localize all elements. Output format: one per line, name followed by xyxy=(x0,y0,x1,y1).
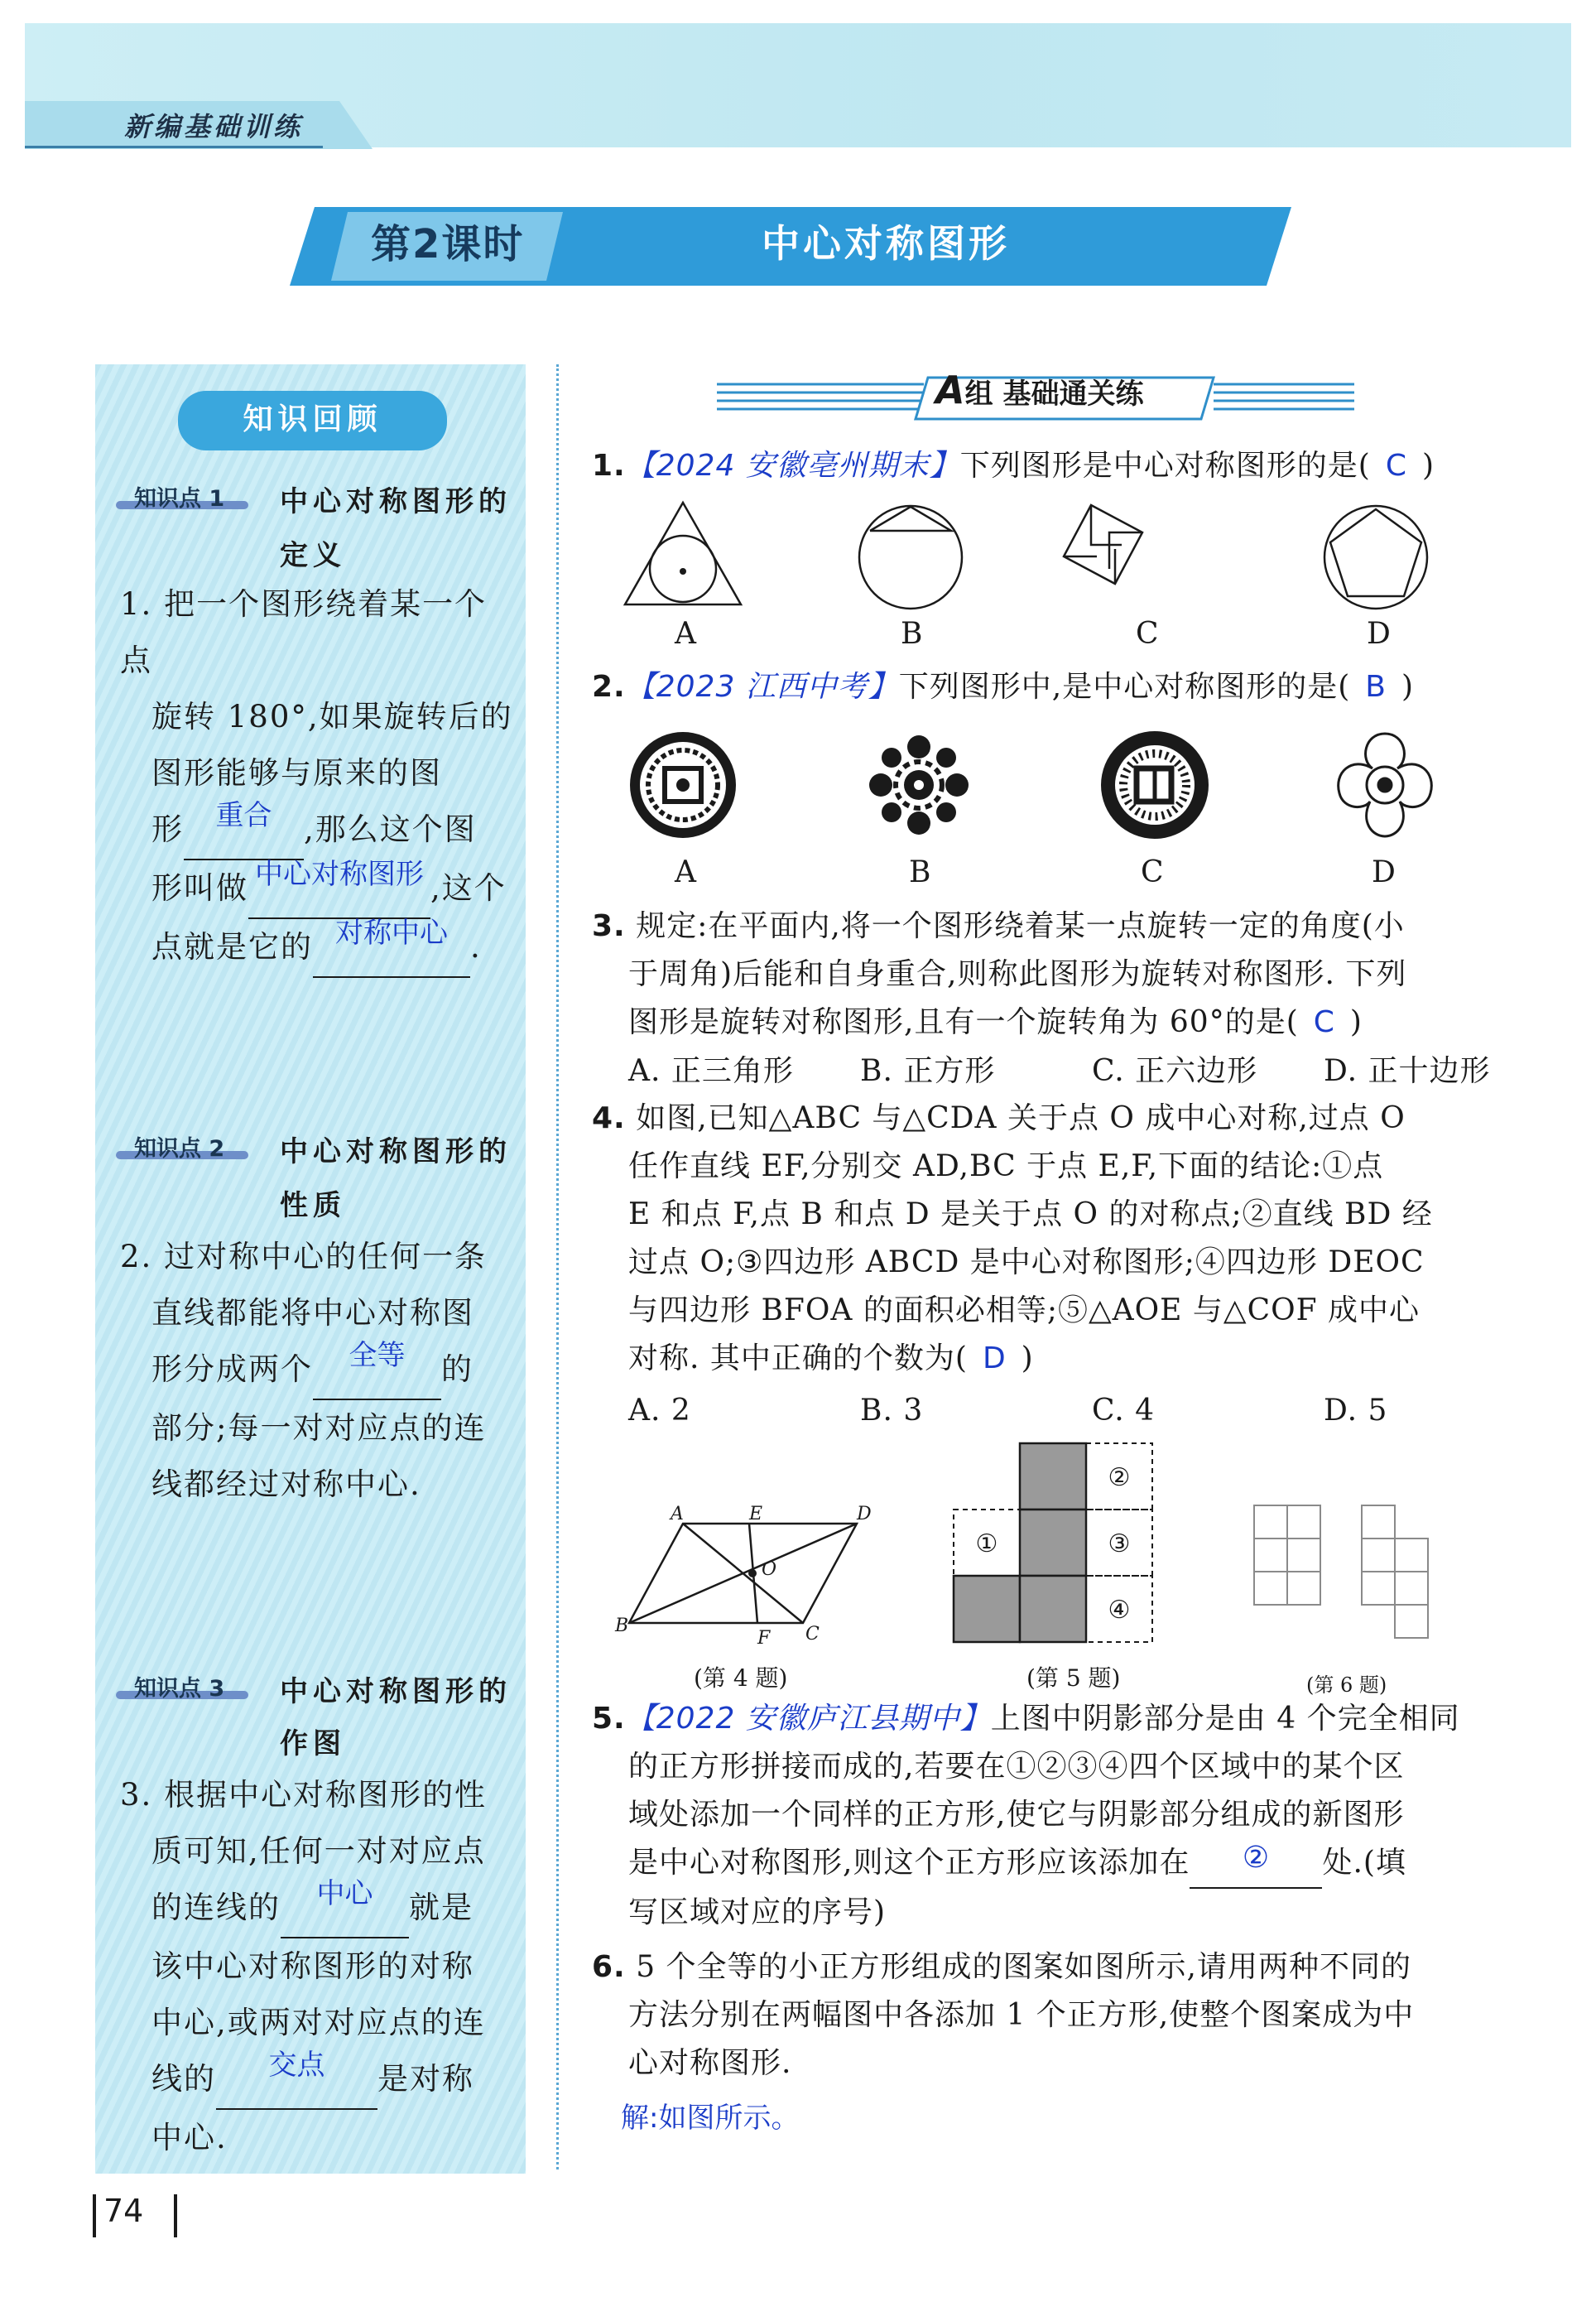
question-3: 3. 规定:在平面内,将一个图形绕着某一点旋转一定的角度(小 于周角)后能和自身重合,则称此图形为旋转对称图形. 下列 图形是旋转对称图形,且有一个旋转角为 60°的是( C ) xyxy=(592,909,1407,1039)
question-4: 4. 如图,已知△ABC 与△CDA 关于点 O 成中心对称,过点 O 任作直线 EF,分别交 AD,BC 于点 E,F,下面的结论:①点 E 和点 F,点 B 和点 D 是关于点 O 的对称点;②直线 BD 经 过点 O;③四边形 ABCD 是中心对称图形;④四边形 DEOC 与四边形 BFOA 的面积必相等;⑤△AOE 与△COF 成中心 对称. 其中正确的个数为( D ) xyxy=(592,1101,1433,1375)
kp3-line: 中心,或两对对应点的连 xyxy=(151,2005,486,2040)
kp3-line: 中心. xyxy=(151,2120,228,2155)
kp1-tag: 知识点 1 xyxy=(134,486,225,512)
figure-5-caption: (第 5 题) xyxy=(1026,1664,1121,1692)
lesson-title: 中心对称图形 xyxy=(762,221,1010,266)
kp1-body xyxy=(120,576,517,978)
lesson-tag: 第2课时 xyxy=(371,221,525,267)
kp3-line: 的连线的 中心 就是 xyxy=(120,1880,517,1938)
kp1-blank-1: 重合 xyxy=(184,802,304,860)
kp2-line: 2. 过对称中心的任何一条 xyxy=(120,1239,488,1274)
kp3-title-line2: 作图 xyxy=(280,1727,346,1760)
column-divider xyxy=(556,364,559,2169)
kp1-title-line1: 中心对称图形的 xyxy=(280,485,512,518)
fig5-region-label: ④ xyxy=(1108,1596,1131,1625)
fig5-region-label: ③ xyxy=(1108,1529,1131,1558)
q5-blank xyxy=(1190,1839,1322,1889)
q6-solution: 解:如图所示。 xyxy=(621,2102,800,2135)
q2-answer: B xyxy=(1365,670,1387,704)
group-title: A组 基础通关练 xyxy=(935,368,1144,412)
figure-6-grids xyxy=(1246,1497,1453,1654)
q3-options: A. 正三角形 B. 正方形 C. 正六边形 D. 正十边形 xyxy=(628,1054,1491,1088)
question-1: 1.【2024 安徽亳州期末】下列图形是中心对称图形的是( C ) xyxy=(592,449,1435,483)
kp2-line: 直线都能将中心对称图 xyxy=(151,1295,474,1331)
q1-option-b: B xyxy=(901,617,923,651)
kp3-blank-2: 交点 xyxy=(216,2051,377,2110)
figure-6-caption: (第 6 题) xyxy=(1306,1673,1387,1697)
question-5: 5.【2022 安徽庐江县期中】上图中阴影部分是由 4 个完全相同 的正方形拼接而成的,若要在①②③④四个区域中的某个区 域处添加一个同样的正方形,使它与阴影部分组成的新图形 是中心对称图形,则这个正方形应该添加在 ② 处.(填 写区域对应的序号) xyxy=(592,1702,1460,1929)
page-number: 74 xyxy=(103,2193,144,2229)
fig5-region-label: ① xyxy=(975,1529,998,1558)
kp3-blank-1: 中心 xyxy=(281,1880,409,1938)
q1-option-c: C xyxy=(1136,617,1159,651)
q2-option-d: D xyxy=(1372,855,1396,889)
fig4-label: B xyxy=(615,1616,629,1636)
fig4-label: O xyxy=(762,1559,777,1580)
kp2-blank: 全等 xyxy=(313,1341,441,1400)
q2-figures xyxy=(625,729,1453,845)
fig4-label: D xyxy=(857,1504,872,1524)
kp1-blank-2: 中心对称图形 xyxy=(248,860,430,919)
kp2-tag: 知识点 2 xyxy=(134,1136,225,1162)
q2-option-a: A xyxy=(675,855,696,889)
kp1-line: 形 重合 ,那么这个图 xyxy=(120,802,517,860)
q2-option-c: C xyxy=(1141,855,1164,889)
kp2-body xyxy=(120,1229,517,1513)
kp3-line: 该中心对称图形的对称 xyxy=(151,1948,474,1984)
q1-answer: C xyxy=(1385,449,1407,483)
kp2-title-line1: 中心对称图形的 xyxy=(280,1135,512,1168)
kp1-line: 形叫做 中心对称图形 ,这个 xyxy=(120,860,517,919)
q4-options: A. 2 B. 3 C. 4 D. 5 xyxy=(628,1394,1388,1428)
q5-answer: ② xyxy=(1242,1841,1271,1875)
kp3-line: 线的 交点 是对称 xyxy=(120,2051,517,2110)
kp1-line: 图形能够与原来的图 xyxy=(151,755,442,791)
kp2-line: 部分;每一对对应点的连 xyxy=(151,1410,487,1446)
fig4-label: E xyxy=(749,1504,763,1524)
kp2-line: 形分成两个 全等 的 xyxy=(120,1341,517,1400)
kp1-line: 1. 把一个图形绕着某一个点 xyxy=(120,586,488,678)
q1-figures xyxy=(621,501,1457,609)
page-number-bar-left xyxy=(93,2194,96,2237)
sidebar-heading: 知识回顾 xyxy=(243,402,382,436)
kp3-title-line1: 中心对称图形的 xyxy=(280,1675,512,1708)
fig4-label: C xyxy=(805,1624,820,1644)
question-6: 6. 5 个全等的小正方形组成的图案如图所示,请用两种不同的 方法分别在两幅图中各添加 1 个正方形,使整个图案成为中 心对称图形. xyxy=(592,1950,1415,2080)
kp1-title-line2: 定义 xyxy=(280,539,346,572)
q4-answer: D xyxy=(982,1341,1007,1375)
q2-option-b: B xyxy=(909,855,931,889)
q1-option-d: D xyxy=(1367,617,1391,651)
question-2: 2.【2023 江西中考】下列图形中,是中心对称图形的是( B ) xyxy=(592,670,1415,704)
figure-4-parallelogram xyxy=(615,1504,873,1652)
fig4-label: A xyxy=(671,1504,684,1524)
q3-answer: C xyxy=(1313,1005,1335,1039)
kp1-blank-3: 对称中心 xyxy=(313,919,470,978)
figure-5-grid xyxy=(952,1439,1167,1646)
kp3-tag: 知识点 3 xyxy=(134,1676,225,1702)
header-divider xyxy=(25,146,323,148)
kp1-line: 旋转 180°,如果旋转后的 xyxy=(151,699,513,734)
kp1-line: 点就是它的 对称中心 . xyxy=(120,919,517,978)
series-label: 新编基础训练 xyxy=(124,111,304,142)
page-number-bar-right xyxy=(174,2194,177,2237)
kp3-body xyxy=(120,1767,517,2166)
kp3-line: 3. 根据中心对称图形的性 xyxy=(120,1777,488,1813)
fig5-region-label: ② xyxy=(1108,1463,1131,1492)
kp2-title-line2: 性质 xyxy=(280,1189,346,1222)
figure-4-caption: (第 4 题) xyxy=(694,1664,788,1692)
kp3-line: 质可知,任何一对对应点 xyxy=(151,1833,486,1869)
kp2-line: 线都经过对称中心. xyxy=(151,1466,421,1502)
fig4-label: F xyxy=(757,1628,771,1649)
q1-option-a: A xyxy=(675,617,696,651)
